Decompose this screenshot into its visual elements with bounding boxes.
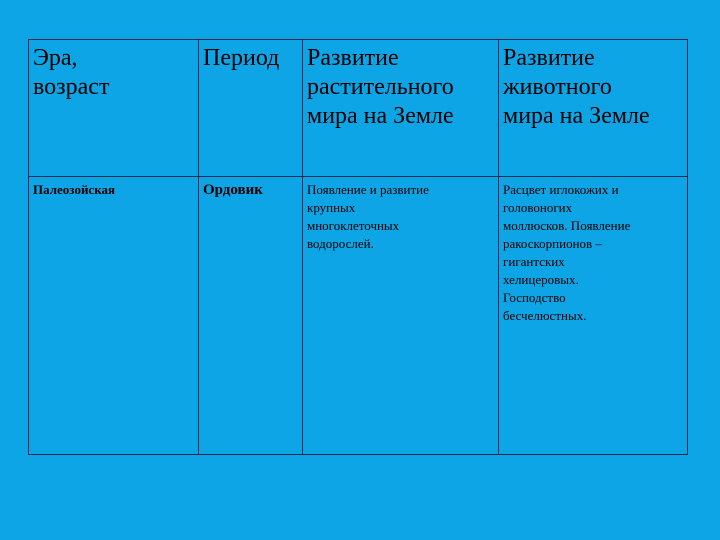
header-plants-text: Развитие растительного мира на Земле [307,45,454,129]
cell-plants-text: Появление и развитие крупных многоклеточных водорослей. [307,182,429,251]
header-animals [499,40,688,177]
table-header-row [29,40,688,177]
periods-table [28,39,688,455]
cell-era [29,177,199,455]
header-animals-text: Развитие животного мира на Земле [503,45,650,129]
header-plants [303,40,499,177]
cell-period-text: Ордовик [203,182,263,198]
header-period [199,40,303,177]
cell-period [199,177,303,455]
header-era-text: Эра, возраст [33,45,110,100]
header-period-text: Период [203,45,280,71]
cell-animals [499,177,688,455]
header-era [29,40,199,177]
cell-era-text: Палеозойская [33,182,116,197]
cell-animals-text: Расцвет иглокожих и головоногих моллюсков. Появление ракоскорпионов – гигантских хелицеровых. Господство бесчелюстных. [503,182,631,323]
table-row [29,177,688,455]
cell-plants [303,177,499,455]
